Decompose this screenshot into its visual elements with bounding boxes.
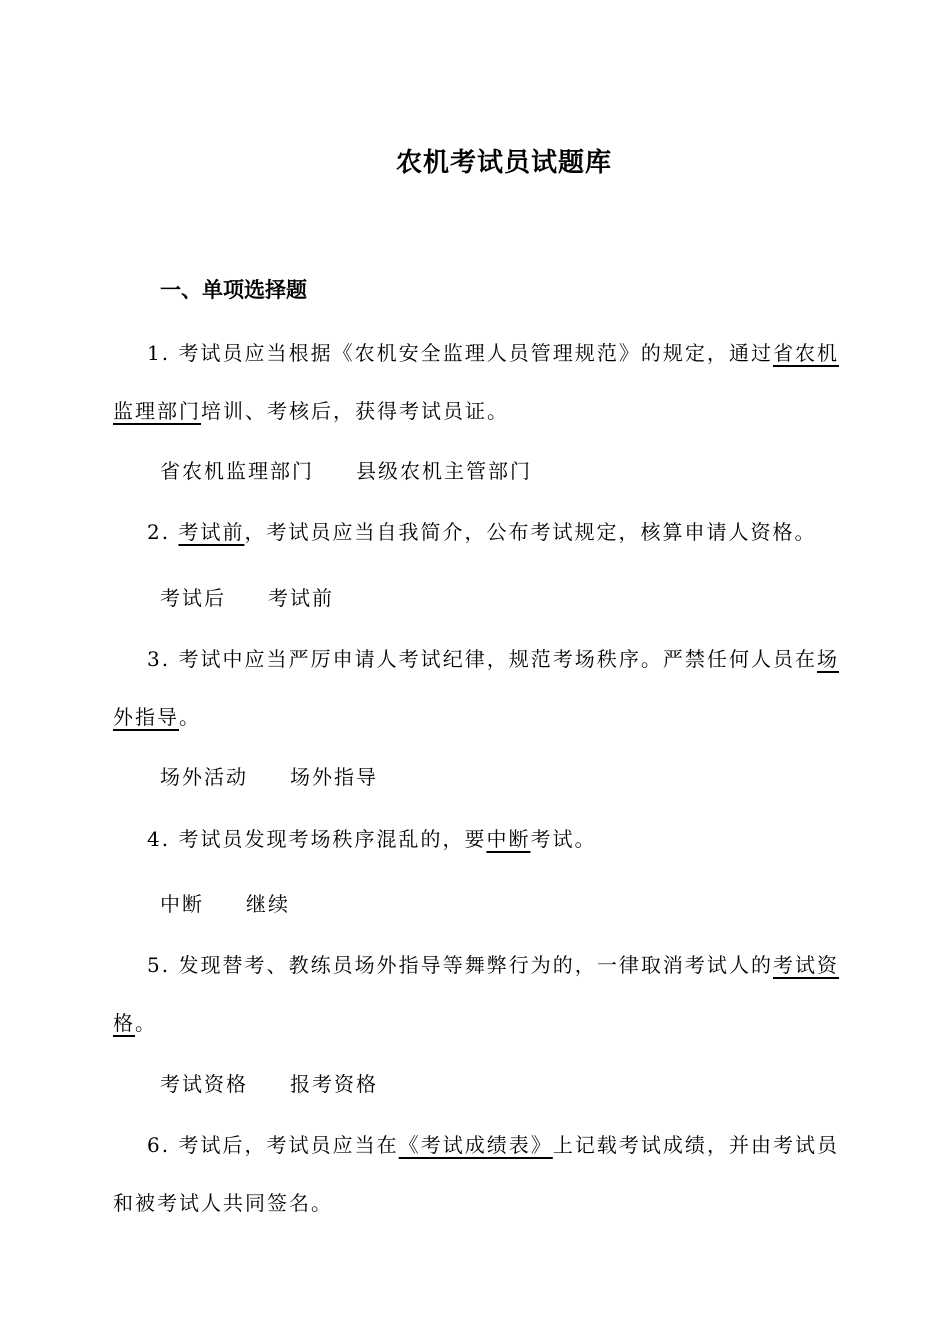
question-2	[113, 503, 839, 561]
option-b: 县级农机主管部门	[356, 459, 532, 483]
question-text: 考试后，考试员应当在	[178, 1133, 399, 1157]
answer-underlined: 《考试成绩表》	[398, 1133, 553, 1157]
option-b: 考试前	[268, 586, 334, 610]
question-1	[113, 324, 839, 440]
question-text: 。	[179, 705, 201, 729]
options-4	[160, 888, 290, 917]
options-5	[160, 1068, 378, 1097]
answer-underlined: 考试前	[178, 520, 245, 544]
question-text: 上记载考试成绩，并由考试员和被考试人共同签名。	[113, 1133, 840, 1215]
option-a: 考试后	[160, 586, 226, 610]
question-5	[113, 936, 839, 1052]
question-4	[113, 810, 839, 868]
option-b: 报考资格	[290, 1072, 378, 1096]
question-number: 1.	[147, 341, 171, 365]
options-1	[160, 455, 532, 484]
answer-underlined: 省农机监理部门	[113, 341, 840, 423]
question-number: 3.	[147, 647, 171, 671]
options-2	[160, 582, 334, 611]
question-number: 6.	[147, 1133, 171, 1157]
option-a: 省农机监理部门	[160, 459, 314, 483]
section-heading: 一、单项选择题	[160, 278, 307, 302]
option-a: 中断	[160, 892, 204, 916]
question-number: 5.	[147, 953, 171, 977]
answer-underlined: 场外指导	[113, 647, 840, 729]
option-b: 场外指导	[290, 765, 378, 789]
question-text: 培训、考核后，获得考试员证。	[201, 399, 509, 423]
question-text: 考试员应当根据《农机安全监理人员管理规范》的规定，通过	[178, 341, 773, 365]
question-text: 考试员发现考场秩序混乱的，要	[178, 827, 487, 851]
question-text: 考试中应当严厉申请人考试纪律，规范考场秩序。严禁任何人员在	[178, 647, 818, 671]
question-text: 发现替考、教练员场外指导等舞弊行为的，一律取消考试人的	[178, 953, 773, 977]
option-a: 考试资格	[160, 1072, 248, 1096]
question-3	[113, 630, 839, 746]
question-text: ，考试员应当自我简介，公布考试规定，核算申请人资格。	[244, 520, 817, 544]
page-title: 农机考试员试题库	[395, 148, 612, 178]
question-6	[113, 1116, 839, 1232]
answer-underlined: 考试资格	[113, 953, 840, 1035]
options-3	[160, 761, 378, 790]
option-b: 继续	[246, 892, 290, 916]
question-number: 4.	[147, 827, 171, 851]
question-number: 2.	[147, 520, 171, 544]
option-a: 场外活动	[160, 765, 248, 789]
question-text: 考试。	[530, 827, 597, 851]
answer-underlined: 中断	[486, 827, 531, 851]
question-text: 。	[135, 1011, 157, 1035]
